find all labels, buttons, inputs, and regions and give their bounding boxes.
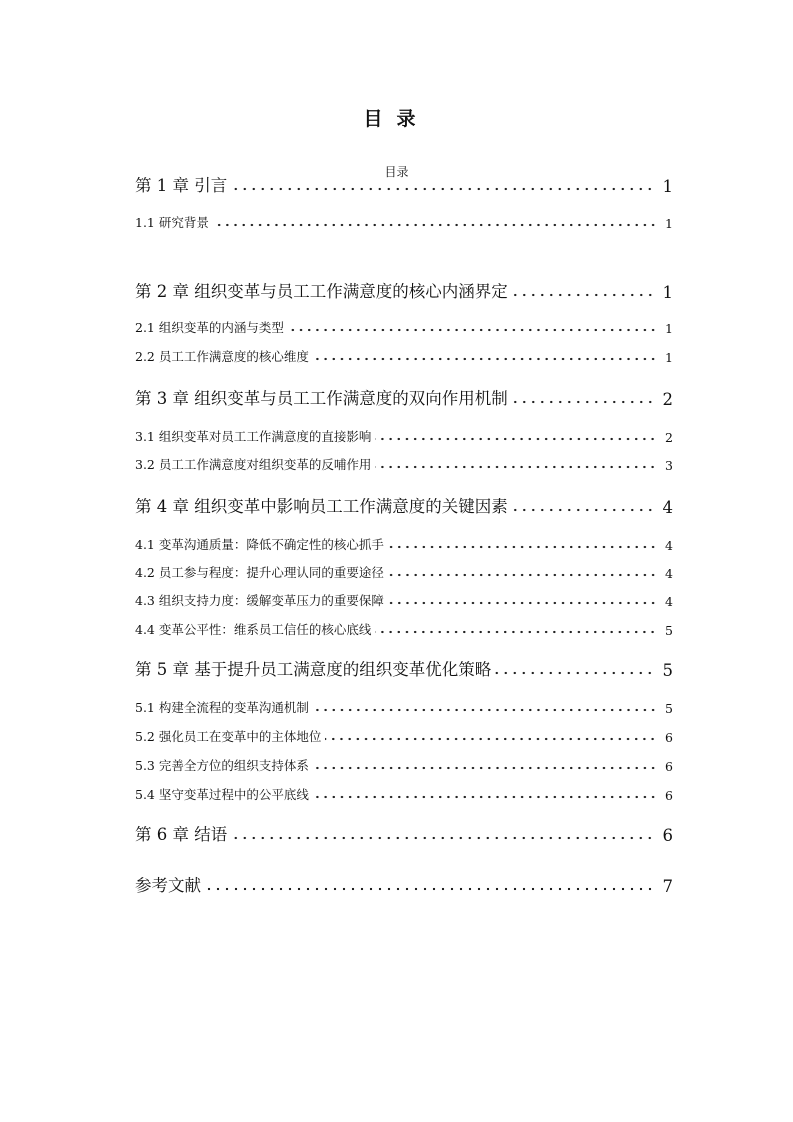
toc-entry[interactable]	[135, 620, 673, 638]
dot-leader	[231, 835, 654, 841]
toc-entry-label: 第 3 章 组织变革与员工工作满意度的双向作用机制	[135, 389, 508, 408]
toc-entry[interactable]	[135, 172, 673, 196]
toc-page-number: 5	[665, 623, 673, 638]
toc-entry-label: 5.4 坚守变革过程中的公平底线	[135, 787, 309, 802]
toc-entry[interactable]	[135, 727, 673, 745]
toc-entry-label: 参考文献	[135, 876, 201, 895]
toc-page-number: 4	[665, 538, 673, 553]
toc-entry-label: 3.1 组织变革对员工工作满意度的直接影响	[135, 429, 372, 444]
toc-entry-label: 第 6 章 结语	[135, 825, 228, 844]
toc-page-number: 1	[665, 321, 673, 336]
toc-entry-label: 2.1 组织变革的内涵与类型	[135, 320, 284, 335]
dot-leader	[388, 572, 657, 578]
toc-entry-label: 4.3 组织支持力度：缓解变革压力的重要保障	[135, 593, 384, 608]
dot-leader	[512, 507, 655, 513]
toc-page-number: 1	[665, 350, 673, 365]
toc-page-number: 6	[665, 759, 673, 774]
toc-page-number: 2	[662, 390, 673, 409]
dot-leader	[512, 292, 655, 298]
toc-entry[interactable]	[135, 493, 673, 517]
page-title: 目录	[363, 108, 430, 130]
dot-leader	[375, 464, 657, 470]
dot-leader	[313, 765, 657, 771]
toc-page-number: 7	[662, 877, 673, 896]
dot-leader	[325, 736, 657, 742]
dot-leader	[313, 794, 657, 800]
dot-leader	[313, 707, 657, 713]
toc-entry[interactable]	[135, 656, 673, 680]
toc-entry[interactable]	[135, 385, 673, 409]
toc-entry[interactable]	[135, 872, 673, 896]
toc-entry[interactable]	[135, 318, 673, 336]
dot-leader	[288, 327, 657, 333]
toc-page-number: 4	[665, 566, 673, 581]
toc-entry-label: 5.3 完善全方位的组织支持体系	[135, 758, 309, 773]
dot-leader	[313, 356, 657, 362]
toc-entry[interactable]	[135, 347, 673, 365]
toc-entry[interactable]	[135, 821, 673, 845]
dot-leader	[231, 186, 654, 192]
toc-entry[interactable]	[135, 427, 673, 445]
toc-page-number: 1	[662, 177, 673, 196]
toc-page-number: 5	[662, 661, 673, 680]
dot-leader	[375, 629, 657, 635]
toc-entry[interactable]	[135, 591, 673, 609]
toc-entry[interactable]	[135, 213, 673, 231]
dot-leader	[388, 600, 657, 606]
toc-page-number: 1	[662, 283, 673, 302]
toc-page-number: 3	[665, 458, 673, 473]
toc-subtitle: 目录	[384, 165, 409, 179]
dot-leader	[512, 399, 655, 405]
toc-page-number: 6	[662, 826, 673, 845]
toc-entry-label: 2.2 员工工作满意度的核心维度	[135, 349, 309, 364]
toc-entry[interactable]	[135, 278, 673, 302]
toc-page-number: 5	[665, 701, 673, 716]
toc-entry-label: 3.2 员工工作满意度对组织变革的反哺作用	[135, 457, 372, 472]
toc-entry[interactable]	[135, 756, 673, 774]
toc-entry[interactable]	[135, 455, 673, 473]
toc-entry-label: 4.4 变革公平性：维系员工信任的核心底线	[135, 622, 372, 637]
toc-page-number: 6	[665, 730, 673, 745]
toc-entry[interactable]	[135, 563, 673, 581]
toc-entry-label: 第 1 章 引言	[135, 176, 228, 195]
toc-entry-label: 第 2 章 组织变革与员工工作满意度的核心内涵界定	[135, 282, 508, 301]
toc-entry[interactable]	[135, 535, 673, 553]
toc-entry-label: 1.1 研究背景	[135, 215, 209, 230]
toc-entry-label: 5.1 构建全流程的变革沟通机制	[135, 700, 309, 715]
toc-page-number: 6	[665, 788, 673, 803]
dot-leader	[205, 886, 655, 892]
toc-entry[interactable]	[135, 698, 673, 716]
dot-leader	[388, 544, 657, 550]
toc-entry-label: 4.2 员工参与程度：提升心理认同的重要途径	[135, 565, 384, 580]
dot-leader	[495, 670, 654, 676]
toc-entry[interactable]	[135, 785, 673, 803]
toc-page-number: 4	[665, 594, 673, 609]
dot-leader	[213, 222, 657, 228]
dot-leader	[375, 436, 657, 442]
toc-entry-label: 第 4 章 组织变革中影响员工工作满意度的关键因素	[135, 497, 508, 516]
toc-page-number: 1	[665, 216, 673, 231]
toc-entry-label: 第 5 章 基于提升员工满意度的组织变革优化策略	[135, 660, 492, 679]
toc-entry-label: 5.2 强化员工在变革中的主体地位	[135, 729, 322, 744]
toc-page-number: 4	[662, 498, 673, 517]
toc-entry-label: 4.1 变革沟通质量：降低不确定性的核心抓手	[135, 537, 384, 552]
toc-page-number: 2	[665, 430, 673, 445]
